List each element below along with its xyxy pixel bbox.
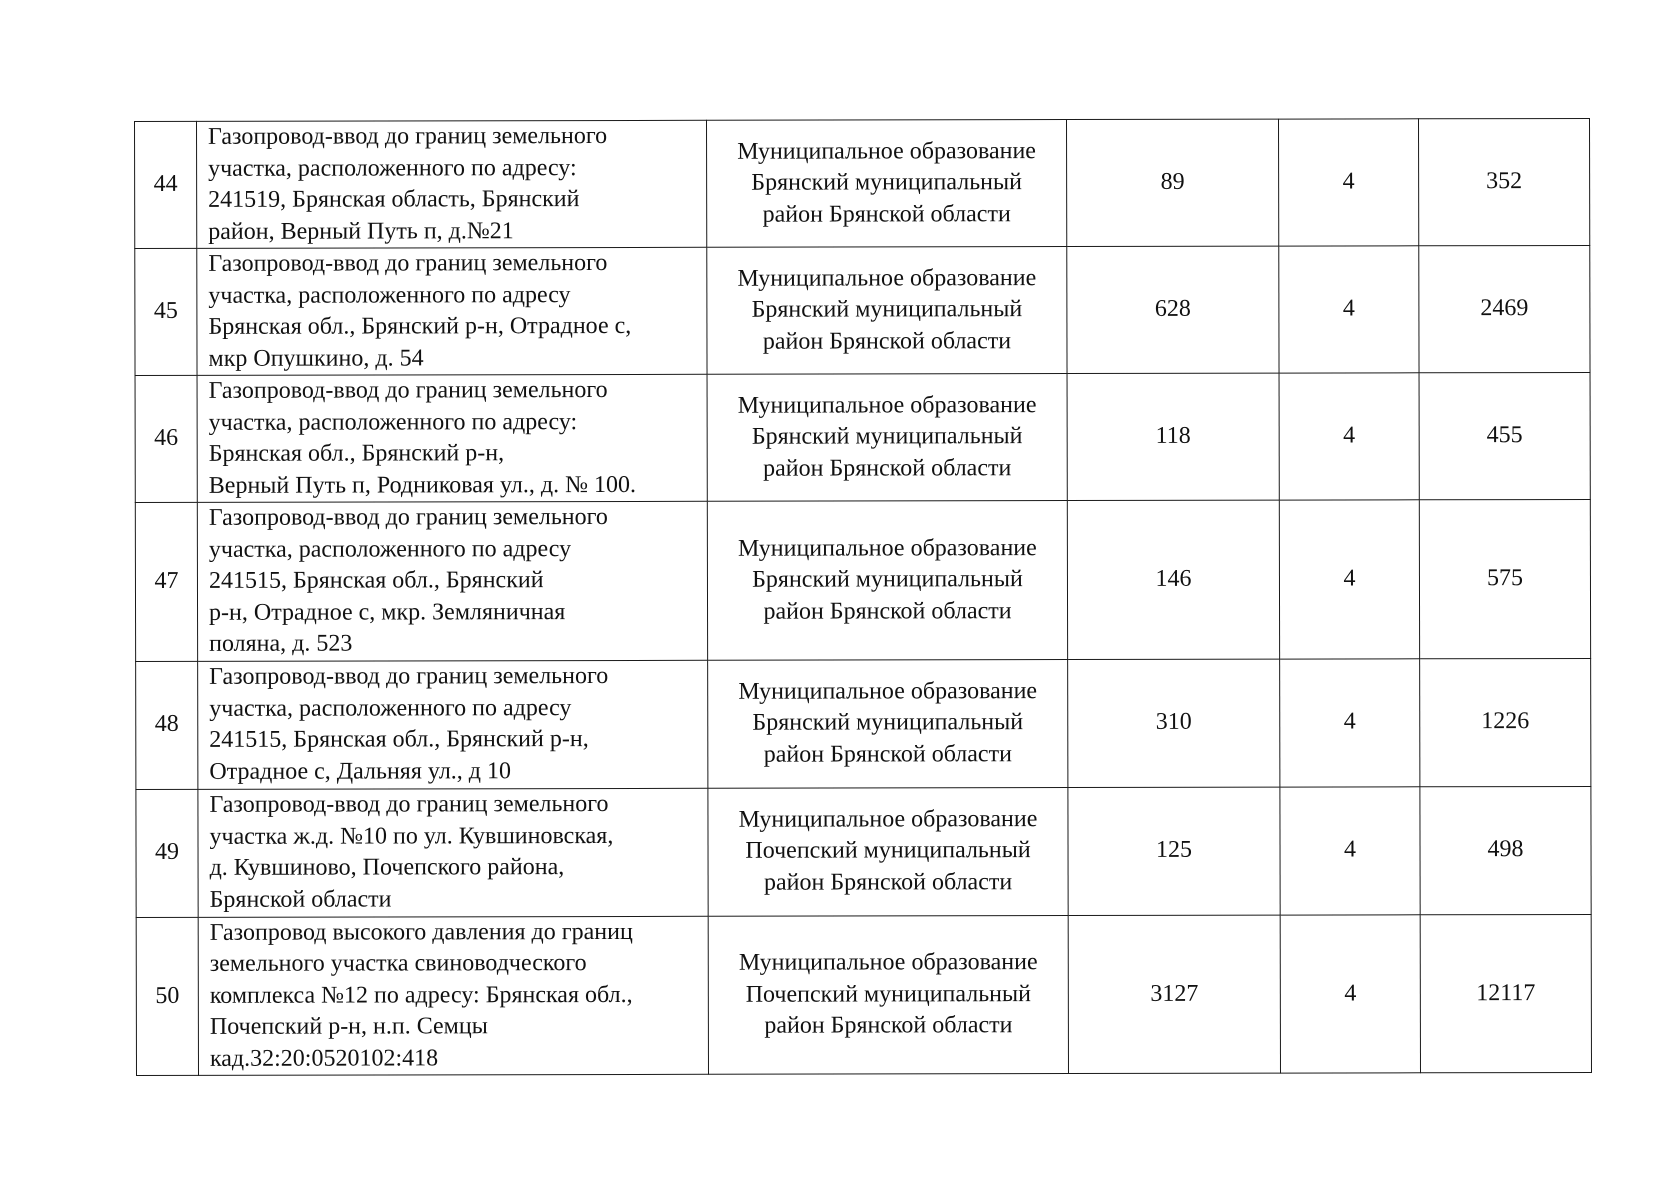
length-value: 3127 xyxy=(1068,915,1280,1074)
object-description xyxy=(197,374,707,502)
text-line: Брянский муниципальный xyxy=(751,169,1022,196)
pressure-category-value: 4 xyxy=(1279,246,1419,373)
amount-value: 1226 xyxy=(1420,658,1591,786)
table-row xyxy=(135,118,1590,248)
text-line: Отрадное с, Дальняя ул., д 10 xyxy=(209,757,512,785)
text-line: район Брянской области xyxy=(762,327,1012,355)
gas-pipeline-registry-table xyxy=(134,118,1592,1076)
row-number: 47 xyxy=(135,502,197,661)
text-line: Верный Путь п, Родниковая ул., д. № 100. xyxy=(208,471,637,499)
length-value: 628 xyxy=(1067,246,1279,373)
row-number: 48 xyxy=(136,661,198,789)
text-line: комплекса №12 по адресу: Брянская обл., xyxy=(209,981,633,1009)
row-number: 49 xyxy=(136,789,198,917)
text-line: район Брянской области xyxy=(764,1012,1013,1039)
owner-name xyxy=(708,787,1068,916)
pressure-category-value: 4 xyxy=(1279,373,1419,500)
text-line: Муниципальное образование xyxy=(738,949,1038,976)
text-line: Брянский муниципальный xyxy=(751,296,1023,323)
table-row xyxy=(136,658,1591,789)
amount-value: 498 xyxy=(1420,786,1591,914)
length-value: 146 xyxy=(1067,500,1279,659)
owner-name xyxy=(707,374,1067,502)
text-line: Муниципальное образование xyxy=(738,805,1038,833)
text-line: участка, расположенного по адресу: xyxy=(208,154,577,182)
length-value: 310 xyxy=(1068,659,1280,787)
row-number: 45 xyxy=(135,248,197,375)
text-line: Брянская обл., Брянский р-н, Отрадное с, xyxy=(208,312,632,340)
text-line: Брянский муниципальный xyxy=(752,709,1024,736)
text-line: Брянский муниципальный xyxy=(752,566,1023,593)
text-line: поляна, д. 523 xyxy=(209,630,353,657)
text-line: Брянская обл., Брянский р-н, xyxy=(208,440,505,467)
owner-name xyxy=(708,915,1068,1074)
text-line: кад.32:20:0520102:418 xyxy=(209,1044,439,1072)
text-line: Газопровод-ввод до границ земельного xyxy=(209,663,609,690)
length-value: 125 xyxy=(1068,787,1280,915)
amount-value: 2469 xyxy=(1419,245,1590,372)
table-row xyxy=(135,372,1590,502)
owner-name xyxy=(706,120,1066,248)
object-description xyxy=(198,916,708,1076)
text-line: участка, расположенного по адресу xyxy=(208,535,572,563)
text-line: Брянской области xyxy=(209,885,392,913)
pressure-category-value: 4 xyxy=(1280,914,1420,1073)
pressure-category-value: 4 xyxy=(1278,119,1418,246)
text-line: 241515, Брянская обл., Брянский xyxy=(208,567,544,594)
object-description xyxy=(198,788,708,917)
owner-name xyxy=(708,659,1068,788)
length-value: 89 xyxy=(1066,119,1278,246)
object-description xyxy=(197,120,707,248)
text-line: Газопровод-ввод до границ земельного xyxy=(209,791,609,818)
table-row xyxy=(136,914,1591,1076)
text-line: Муниципальное образование xyxy=(737,391,1037,419)
text-line: участка ж.д. №10 по ул. Кувшиновская, xyxy=(209,822,614,850)
text-line: район Брянской области xyxy=(762,200,1011,228)
amount-value: 455 xyxy=(1419,372,1590,499)
text-line: Муниципальное образование xyxy=(737,264,1037,292)
text-line: Газопровод-ввод до границ земельного xyxy=(208,123,608,150)
text-line: Газопровод-ввод до границ земельного xyxy=(208,504,608,531)
text-line: район Брянской области xyxy=(763,740,1012,768)
pressure-category-value: 4 xyxy=(1280,658,1420,786)
text-line: Муниципальное образование xyxy=(738,677,1038,705)
text-line: район, Верный Путь п, д.№21 xyxy=(208,217,514,245)
amount-value: 575 xyxy=(1419,499,1590,658)
pressure-category-value: 4 xyxy=(1280,786,1420,914)
amount-value: 352 xyxy=(1418,118,1589,245)
row-number: 44 xyxy=(135,121,197,248)
text-line: участка, расположенного по адресу xyxy=(209,694,572,722)
text-line: Муниципальное образование xyxy=(737,534,1037,562)
text-line: участка, расположенного по адресу xyxy=(208,281,571,309)
owner-name xyxy=(707,501,1067,660)
text-line: д. Кувшиново, Почепского района, xyxy=(209,854,565,881)
pressure-category-value: 4 xyxy=(1279,500,1419,659)
text-line: земельного участка свиноводческого xyxy=(209,950,587,977)
text-line: Газопровод высокого давления до границ xyxy=(209,918,633,946)
text-line: Почепский муниципальный xyxy=(745,980,1031,1008)
text-line: 241519, Брянская область, Брянский xyxy=(208,186,580,213)
amount-value: 12117 xyxy=(1420,914,1591,1073)
text-line: Муниципальное образование xyxy=(737,137,1036,165)
row-number: 50 xyxy=(136,917,198,1076)
text-line: 241515, Брянская обл., Брянский р-н, xyxy=(209,726,589,753)
object-description xyxy=(198,660,708,789)
text-line: район Брянской области xyxy=(763,454,1012,482)
object-description xyxy=(197,501,707,661)
owner-name xyxy=(707,247,1067,375)
table-row xyxy=(135,245,1590,375)
text-line: район Брянской области xyxy=(763,597,1012,625)
table-row xyxy=(135,499,1590,661)
text-line: р-н, Отрадное с, мкр. Земляничная xyxy=(209,598,566,626)
text-line: район Брянской области xyxy=(763,868,1013,896)
object-description xyxy=(197,247,707,375)
text-line: Газопровод-ввод до границ земельного xyxy=(208,250,608,277)
text-line: Почепский р-н, н.п. Семцы xyxy=(209,1013,488,1040)
length-value: 118 xyxy=(1067,373,1279,500)
text-line: Газопровод-ввод до границ земельного xyxy=(208,377,608,404)
text-line: Брянский муниципальный xyxy=(751,423,1023,450)
text-line: Почепский муниципальный xyxy=(745,837,1031,864)
row-number: 46 xyxy=(135,375,197,502)
table-row xyxy=(136,786,1591,917)
text-line: мкр Опушкино, д. 54 xyxy=(208,344,424,372)
text-line: участка, расположенного по адресу: xyxy=(208,408,578,436)
